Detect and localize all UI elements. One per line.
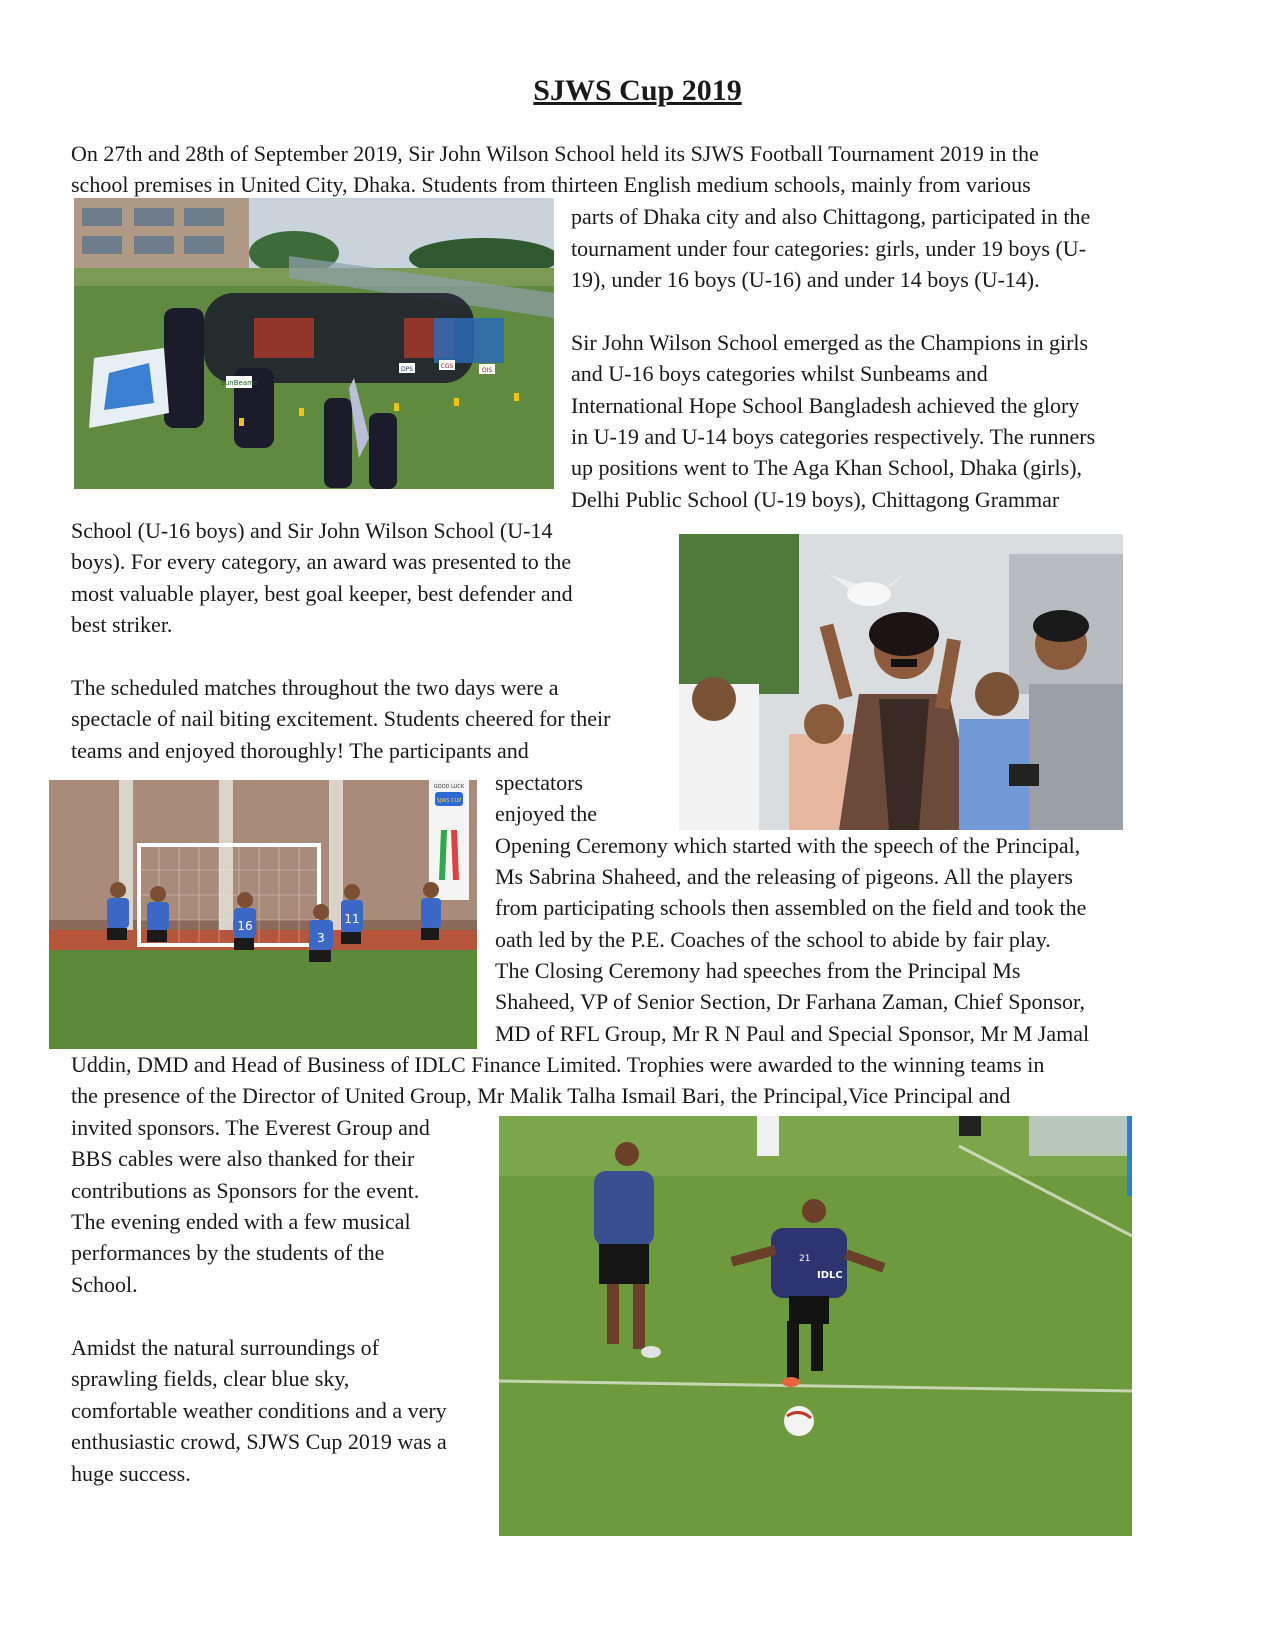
page-title: SJWS Cup 2019 (533, 74, 742, 107)
text-line: from participating schools then assembled on the field and took the (495, 895, 1087, 920)
text-line: The Closing Ceremony had speeches from the Principal Ms (495, 958, 1021, 983)
text-line: BBS cables were also thanked for their (71, 1146, 415, 1171)
text-line: oath led by the P.E. Coaches of the school to abide by fair play. (495, 927, 1051, 952)
text-line: and U-16 boys categories whilst Sunbeams and (571, 361, 988, 386)
text-line: best striker. (71, 612, 173, 637)
text-line: The scheduled matches throughout the two days were a (71, 675, 559, 700)
text-line: tournament under four categories: girls, under 19 boys (U- (571, 236, 1087, 261)
text-line: performances by the students of the (71, 1240, 385, 1265)
jersey-number-dribbler: 21 (799, 1254, 811, 1264)
text-line: Uddin, DMD and Head of Business of IDLC Finance Limited. Trophies were awarded to the winning teams in (71, 1052, 1045, 1077)
dribble-photo (499, 1116, 1132, 1536)
text-line: Shaheed, VP of Senior Section, Dr Farhana Zaman, Chief Sponsor, (495, 989, 1085, 1014)
parade-sign-2: DPS (400, 366, 414, 373)
goal-action-photo (49, 780, 477, 1049)
text-line: School (U-16 boys) and Sir John Wilson School (U-14 (71, 518, 553, 543)
text-line: comfortable weather conditions and a very (71, 1398, 447, 1423)
goal-banner-text: GOOD LUCK (433, 784, 465, 790)
parade-photo (74, 198, 554, 489)
text-line: in U-19 and U-14 boys categories respectively. The runners (571, 424, 1096, 449)
text-line: teams and enjoyed thoroughly! The participants and (71, 738, 529, 763)
jersey-number-3: 11 (344, 912, 360, 926)
text-line: Ms Sabrina Shaheed, and the releasing of pigeons. All the players (495, 864, 1073, 889)
text-line: up positions went to The Aga Khan School, Dhaka (girls), (571, 455, 1083, 480)
text-line: Sir John Wilson School emerged as the Champions in girls (571, 330, 1089, 355)
text-line: The evening ended with a few musical (71, 1209, 411, 1234)
text-line: invited sponsors. The Everest Group and (71, 1115, 430, 1140)
text-line: the presence of the Director of United Group, Mr Malik Talha Ismail Bari, the Principal,Vice Principal and (71, 1083, 1011, 1108)
jersey-number-2: 3 (317, 931, 325, 945)
text-line: school premises in United City, Dhaka. Students from thirteen English medium schools, mainly from various (71, 172, 1031, 197)
text-line: On 27th and 28th of September 2019, Sir John Wilson School held its SJWS Football Tournament 2019 in the (71, 141, 1039, 166)
parade-sign-4: OIS (481, 367, 493, 374)
text-line: Opening Ceremony which started with the speech of the Principal, (495, 833, 1081, 858)
text-line: Amidst the natural surroundings of (71, 1335, 379, 1360)
goal-banner-logo: SJWS CUP (436, 798, 462, 804)
text-line: parts of Dhaka city and also Chittagong, participated in the (571, 204, 1091, 229)
jersey-sponsor: IDLC (817, 1270, 843, 1281)
text-line: MD of RFL Group, Mr R N Paul and Special Sponsor, Mr M Jamal (495, 1021, 1090, 1046)
text-line: most valuable player, best goal keeper, best defender and (71, 581, 573, 606)
text-line: enjoyed the (495, 801, 598, 826)
text-line: sprawling fields, clear blue sky, (71, 1366, 350, 1391)
text-line: Delhi Public School (U-19 boys), Chittagong Grammar (571, 487, 1060, 512)
text-line: contributions as Sponsors for the event. (71, 1178, 420, 1203)
text-line: School. (71, 1272, 138, 1297)
parade-sign-1: SunBeams (220, 379, 258, 387)
text-line: boys). For every category, an award was presented to the (71, 549, 572, 574)
parade-sign-3: CGS (440, 363, 454, 370)
text-line: spectators (495, 770, 583, 795)
text-line: International Hope School Bangladesh achieved the glory (571, 393, 1080, 418)
text-line: spectacle of nail biting excitement. Students cheered for their (71, 706, 611, 731)
jersey-number-1: 16 (237, 919, 253, 933)
text-line: huge success. (71, 1461, 191, 1486)
pigeon-release-photo (679, 534, 1123, 830)
text-line: enthusiastic crowd, SJWS Cup 2019 was a (71, 1429, 447, 1454)
text-line: 19), under 16 boys (U-16) and under 14 boys (U-14). (571, 267, 1040, 292)
